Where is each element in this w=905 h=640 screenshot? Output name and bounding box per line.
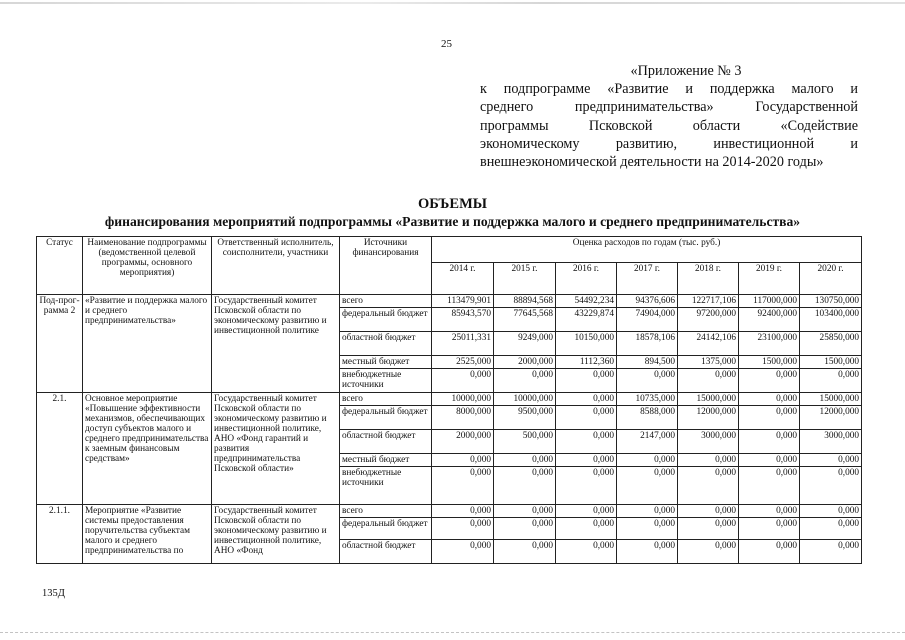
cell-status: Под-прог-рамма 2 (37, 295, 83, 393)
cell-value: 10735,000 (617, 393, 678, 406)
cell-value: 0,000 (800, 454, 862, 467)
cell-value: 15000,000 (800, 393, 862, 406)
cell-value: 0,000 (617, 454, 678, 467)
document-code: 135Д (42, 588, 65, 599)
cell-source: всего (340, 505, 432, 518)
cell-value: 2000,000 (432, 430, 494, 454)
cell-value: 92400,000 (739, 308, 800, 332)
cell-value: 2000,000 (494, 356, 556, 369)
cell-source: областной бюджет (340, 540, 432, 564)
cell-value: 94376,606 (617, 295, 678, 308)
cell-value: 0,000 (556, 393, 617, 406)
cell-value: 25011,331 (432, 332, 494, 356)
document-subtitle: финансирования мероприятий подпрограммы «Развитие и поддержка малого и среднего предпринимательства» (104, 214, 801, 229)
cell-executor: Государственный комитет Псковской области по экономическому развитию и инвестиционной политике (212, 295, 340, 393)
cell-value: 0,000 (800, 518, 862, 540)
cell-value: 113479,901 (432, 295, 494, 308)
appendix-line: программы Псковской области «Содействие (480, 117, 858, 134)
cell-value: 1375,000 (678, 356, 739, 369)
cell-value: 0,000 (432, 540, 494, 564)
document-title: ОБЪЕМЫ (417, 196, 487, 212)
cell-value: 0,000 (739, 518, 800, 540)
cell-value: 23100,000 (739, 332, 800, 356)
cell-source: областной бюджет (340, 332, 432, 356)
cell-value: 130750,000 (800, 295, 862, 308)
cell-value: 0,000 (800, 505, 862, 518)
cell-value: 0,000 (739, 467, 800, 505)
cell-value: 10000,000 (432, 393, 494, 406)
cell-executor: Государственный комитет Псковской области по экономическому развитию и инвестиционной политике, АНО «Фонд (212, 505, 340, 564)
cell-value: 0,000 (432, 454, 494, 467)
cell-value: 500,000 (494, 430, 556, 454)
header-year: 2015 г. (494, 263, 556, 295)
header-year: 2016 г. (556, 263, 617, 295)
cell-value: 0,000 (556, 505, 617, 518)
cell-value: 0,000 (494, 505, 556, 518)
cell-source: местный бюджет (340, 356, 432, 369)
cell-value: 12000,000 (678, 406, 739, 430)
cell-value: 0,000 (739, 430, 800, 454)
cell-value: 2147,000 (617, 430, 678, 454)
cell-value: 0,000 (494, 467, 556, 505)
table-row (37, 393, 862, 406)
cell-value: 0,000 (678, 467, 739, 505)
table-row (37, 295, 862, 308)
appendix-head: «Приложение № 3 (630, 63, 742, 79)
cell-value: 9249,000 (494, 332, 556, 356)
page-number: 25 (441, 38, 452, 50)
cell-value: 54492,234 (556, 295, 617, 308)
cell-value: 88894,568 (494, 295, 556, 308)
appendix-line: к подпрограмме «Развитие и поддержка малого и (480, 81, 858, 98)
cell-value: 2525,000 (432, 356, 494, 369)
cell-source: всего (340, 393, 432, 406)
cell-value: 74904,000 (617, 308, 678, 332)
cell-value: 0,000 (678, 454, 739, 467)
cell-value: 0,000 (432, 518, 494, 540)
cell-value: 1112,360 (556, 356, 617, 369)
cell-value: 0,000 (617, 467, 678, 505)
scan-edge-bottom (0, 632, 905, 634)
cell-executor: Государственный комитет Псковской области по экономическому развитию и инвестиционной политике, АНО «Фонд гарантий и развития предпринимательства Псковской области» (212, 393, 340, 505)
header-executor: Ответственный исполнитель, соисполнители, участники (212, 237, 340, 295)
cell-value: 0,000 (617, 505, 678, 518)
cell-value: 3000,000 (678, 430, 739, 454)
appendix-block (480, 62, 858, 171)
cell-name: «Развитие и поддержка малого и среднего предпринимательства» (83, 295, 212, 393)
cell-value: 0,000 (494, 454, 556, 467)
cell-value: 0,000 (739, 406, 800, 430)
cell-value: 0,000 (494, 540, 556, 564)
cell-value: 3000,000 (800, 430, 862, 454)
cell-value: 0,000 (739, 454, 800, 467)
scan-edge-top (0, 2, 905, 4)
cell-source: внебюджетные источники (340, 369, 432, 393)
cell-value: 77645,568 (494, 308, 556, 332)
appendix-line: экономическому развитию, инвестиционной и (480, 135, 858, 152)
cell-value: 0,000 (678, 518, 739, 540)
cell-value: 97200,000 (678, 308, 739, 332)
cell-value: 0,000 (556, 518, 617, 540)
cell-value: 1500,000 (739, 356, 800, 369)
header-year: 2018 г. (678, 263, 739, 295)
cell-value: 0,000 (556, 369, 617, 393)
header-source: Источники финансирования (340, 237, 432, 295)
cell-value: 10000,000 (494, 393, 556, 406)
cell-value: 117000,000 (739, 295, 800, 308)
financing-table (36, 236, 862, 564)
cell-value: 8000,000 (432, 406, 494, 430)
cell-value: 0,000 (494, 369, 556, 393)
cell-value: 0,000 (617, 369, 678, 393)
header-year: 2019 г. (739, 263, 800, 295)
cell-name: Основное мероприятие «Повышение эффективности механизмов, обеспечивающих доступ субъектов малого и среднего предпринимательства к заемным финансовым средствам» (83, 393, 212, 505)
cell-value: 12000,000 (800, 406, 862, 430)
header-estimate: Оценка расходов по годам (тыс. руб.) (432, 237, 862, 263)
table-body (37, 295, 862, 564)
cell-value: 0,000 (739, 540, 800, 564)
cell-status: 2.1. (37, 393, 83, 505)
cell-status: 2.1.1. (37, 505, 83, 564)
cell-value: 0,000 (556, 454, 617, 467)
cell-value: 0,000 (800, 540, 862, 564)
appendix-line-last: внешнеэкономической деятельности на 2014-2020 годы» (480, 154, 824, 171)
cell-value: 0,000 (556, 430, 617, 454)
cell-value: 0,000 (739, 505, 800, 518)
cell-source: всего (340, 295, 432, 308)
header-year: 2017 г. (617, 263, 678, 295)
cell-value: 9500,000 (494, 406, 556, 430)
cell-value: 24142,106 (678, 332, 739, 356)
cell-value: 0,000 (678, 369, 739, 393)
cell-value: 0,000 (678, 505, 739, 518)
cell-value: 10150,000 (556, 332, 617, 356)
cell-value: 0,000 (494, 518, 556, 540)
header-status: Статус (37, 237, 83, 295)
cell-value: 85943,570 (432, 308, 494, 332)
cell-value: 0,000 (432, 467, 494, 505)
cell-value: 0,000 (617, 540, 678, 564)
cell-source: внебюджетные источники (340, 467, 432, 505)
cell-source: федеральный бюджет (340, 518, 432, 540)
cell-value: 894,500 (617, 356, 678, 369)
cell-value: 0,000 (432, 369, 494, 393)
cell-value: 0,000 (678, 540, 739, 564)
cell-value: 0,000 (739, 393, 800, 406)
cell-value: 0,000 (739, 369, 800, 393)
cell-value: 18578,106 (617, 332, 678, 356)
cell-value: 1500,000 (800, 356, 862, 369)
cell-value: 8588,000 (617, 406, 678, 430)
cell-value: 122717,106 (678, 295, 739, 308)
cell-value: 0,000 (556, 406, 617, 430)
cell-value: 43229,874 (556, 308, 617, 332)
cell-source: местный бюджет (340, 454, 432, 467)
cell-value: 0,000 (556, 467, 617, 505)
table-row (37, 505, 862, 518)
appendix-line: среднего предпринимательства» Государственной (480, 99, 858, 116)
header-name: Наименование подпрограммы (ведомственной целевой программы, основного мероприятия) (83, 237, 212, 295)
header-year: 2014 г. (432, 263, 494, 295)
header-year: 2020 г. (800, 263, 862, 295)
cell-value: 0,000 (800, 369, 862, 393)
cell-value: 15000,000 (678, 393, 739, 406)
cell-source: федеральный бюджет (340, 308, 432, 332)
cell-value: 0,000 (800, 467, 862, 505)
cell-value: 103400,000 (800, 308, 862, 332)
cell-value: 25850,000 (800, 332, 862, 356)
cell-value: 0,000 (617, 518, 678, 540)
cell-source: областной бюджет (340, 430, 432, 454)
cell-source: федеральный бюджет (340, 406, 432, 430)
cell-name: Мероприятие «Развитие системы предоставления поручительства субъектам малого и среднего предпринимательства по (83, 505, 212, 564)
cell-value: 0,000 (556, 540, 617, 564)
cell-value: 0,000 (432, 505, 494, 518)
